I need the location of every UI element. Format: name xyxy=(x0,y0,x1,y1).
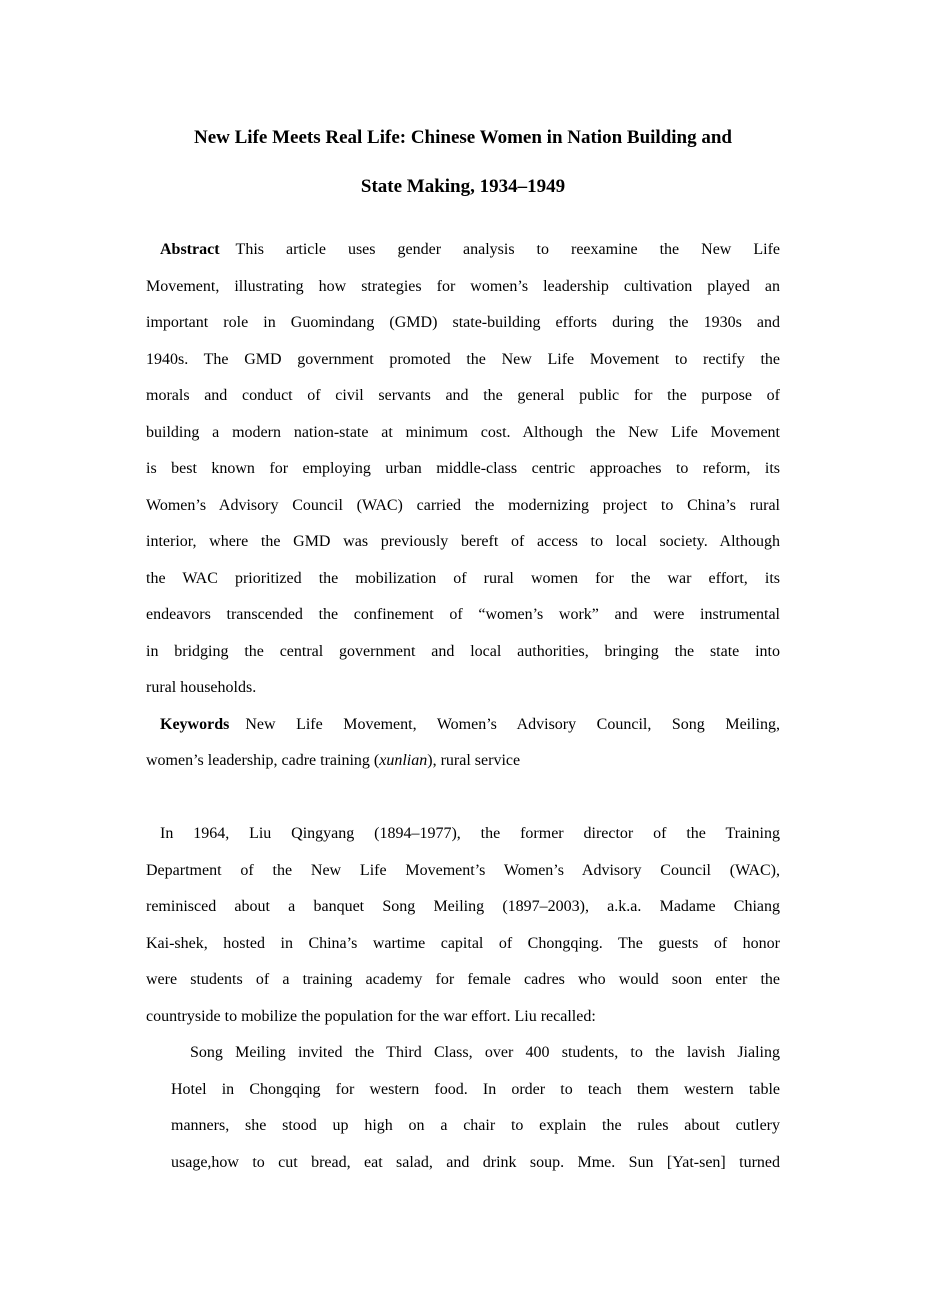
text-line xyxy=(126,162,800,211)
text-line xyxy=(146,743,780,780)
text-segment: State Making, 1934–1949 xyxy=(360,176,566,197)
text-line xyxy=(146,415,780,452)
text-segment: endeavors transcended the confinement of “women’s work” and were instrumental xyxy=(146,606,780,623)
text-segment: Hotel in Chongqing for western food. In order to teach them western table xyxy=(171,1080,780,1098)
text-line xyxy=(126,113,800,162)
text-segment: Song Meiling invited the Third Class, over 400 students, to the lavish Jialing xyxy=(190,1044,780,1061)
text-column xyxy=(146,0,780,1181)
text-segment: Kai-shek, hosted in China’s wartime capital of Chongqing. The guests of honor xyxy=(146,934,780,952)
text-line xyxy=(146,378,780,415)
italic-text: xunlian xyxy=(379,752,428,769)
text-segment: building a modern nation-state at minimum cost. Although the New Life Movement xyxy=(146,423,780,441)
bold-text: Abstract xyxy=(160,241,220,258)
text-line xyxy=(146,269,780,306)
text-line xyxy=(171,1145,780,1182)
text-line xyxy=(171,1035,780,1072)
text-line xyxy=(146,889,780,926)
text-line xyxy=(146,597,780,634)
text-segment: This article uses gender analysis to reexamine the New Life xyxy=(219,241,780,258)
text-segment: interior, where the GMD was previously bereft of access to local society. Although xyxy=(146,533,780,550)
text-line xyxy=(146,342,780,379)
keywords-paragraph xyxy=(146,707,780,780)
text-segment: Department of the New Life Movement’s Women’s Advisory Council (WAC), xyxy=(146,861,780,879)
text-line xyxy=(146,926,780,963)
text-line xyxy=(146,670,780,707)
text-line xyxy=(146,634,780,671)
text-segment: In 1964, Liu Qingyang (1894–1977), the former director of the Training xyxy=(160,825,780,842)
paper-title xyxy=(126,113,800,211)
text-line xyxy=(146,999,780,1036)
text-segment: women’s leadership, cadre training ( xyxy=(146,752,380,769)
text-segment: reminisced about a banquet Song Meiling (1897–2003), a.k.a. Madame Chiang xyxy=(146,898,780,915)
text-segment: in bridging the central government and local authorities, bringing the state into xyxy=(146,642,780,660)
bold-text: Keywords xyxy=(160,715,230,733)
text-line xyxy=(146,816,780,853)
abstract-paragraph xyxy=(146,232,780,707)
text-line xyxy=(146,561,780,598)
text-segment: is best known for employing urban middle-class centric approaches to reform, its xyxy=(146,460,780,477)
text-segment: Women’s Advisory Council (WAC) carried the modernizing project to China’s rural xyxy=(146,496,780,514)
text-line xyxy=(146,232,780,269)
text-line xyxy=(171,1072,780,1109)
text-segment: New Life Movement, Women’s Advisory Council, Song Meiling, xyxy=(229,715,780,733)
text-segment: New Life Meets Real Life: Chinese Women in Nation Building and xyxy=(194,127,732,148)
block-quote xyxy=(146,1035,780,1181)
text-segment: manners, she stood up high on a chair to explain the rules about cutlery xyxy=(171,1117,780,1134)
text-line xyxy=(171,1108,780,1145)
text-segment: usage,how to cut bread, eat salad, and drink soup. Mme. Sun [Yat-sen] turned xyxy=(171,1153,780,1171)
text-line xyxy=(146,962,780,999)
text-segment: Movement, illustrating how strategies for women’s leadership cultivation played an xyxy=(146,277,780,295)
text-segment: important role in Guomindang (GMD) state-building efforts during the 1930s and xyxy=(146,314,780,331)
intro-paragraph xyxy=(146,816,780,1035)
text-segment: countryside to mobilize the population for the war effort. Liu recalled: xyxy=(146,1007,596,1025)
text-segment: were students of a training academy for female cadres who would soon enter the xyxy=(146,971,780,988)
text-line xyxy=(146,853,780,890)
text-line xyxy=(146,524,780,561)
text-segment: the WAC prioritized the mobilization of rural women for the war effort, its xyxy=(146,569,780,587)
text-line xyxy=(146,305,780,342)
text-segment: ), rural service xyxy=(427,752,521,769)
text-line xyxy=(146,451,780,488)
text-line xyxy=(146,488,780,525)
text-segment: 1940s. The GMD government promoted the New Life Movement to rectify the xyxy=(146,350,780,368)
text-segment: morals and conduct of civil servants and the general public for the purpose of xyxy=(146,387,780,404)
text-segment: rural households. xyxy=(146,679,257,696)
text-line xyxy=(146,707,780,744)
